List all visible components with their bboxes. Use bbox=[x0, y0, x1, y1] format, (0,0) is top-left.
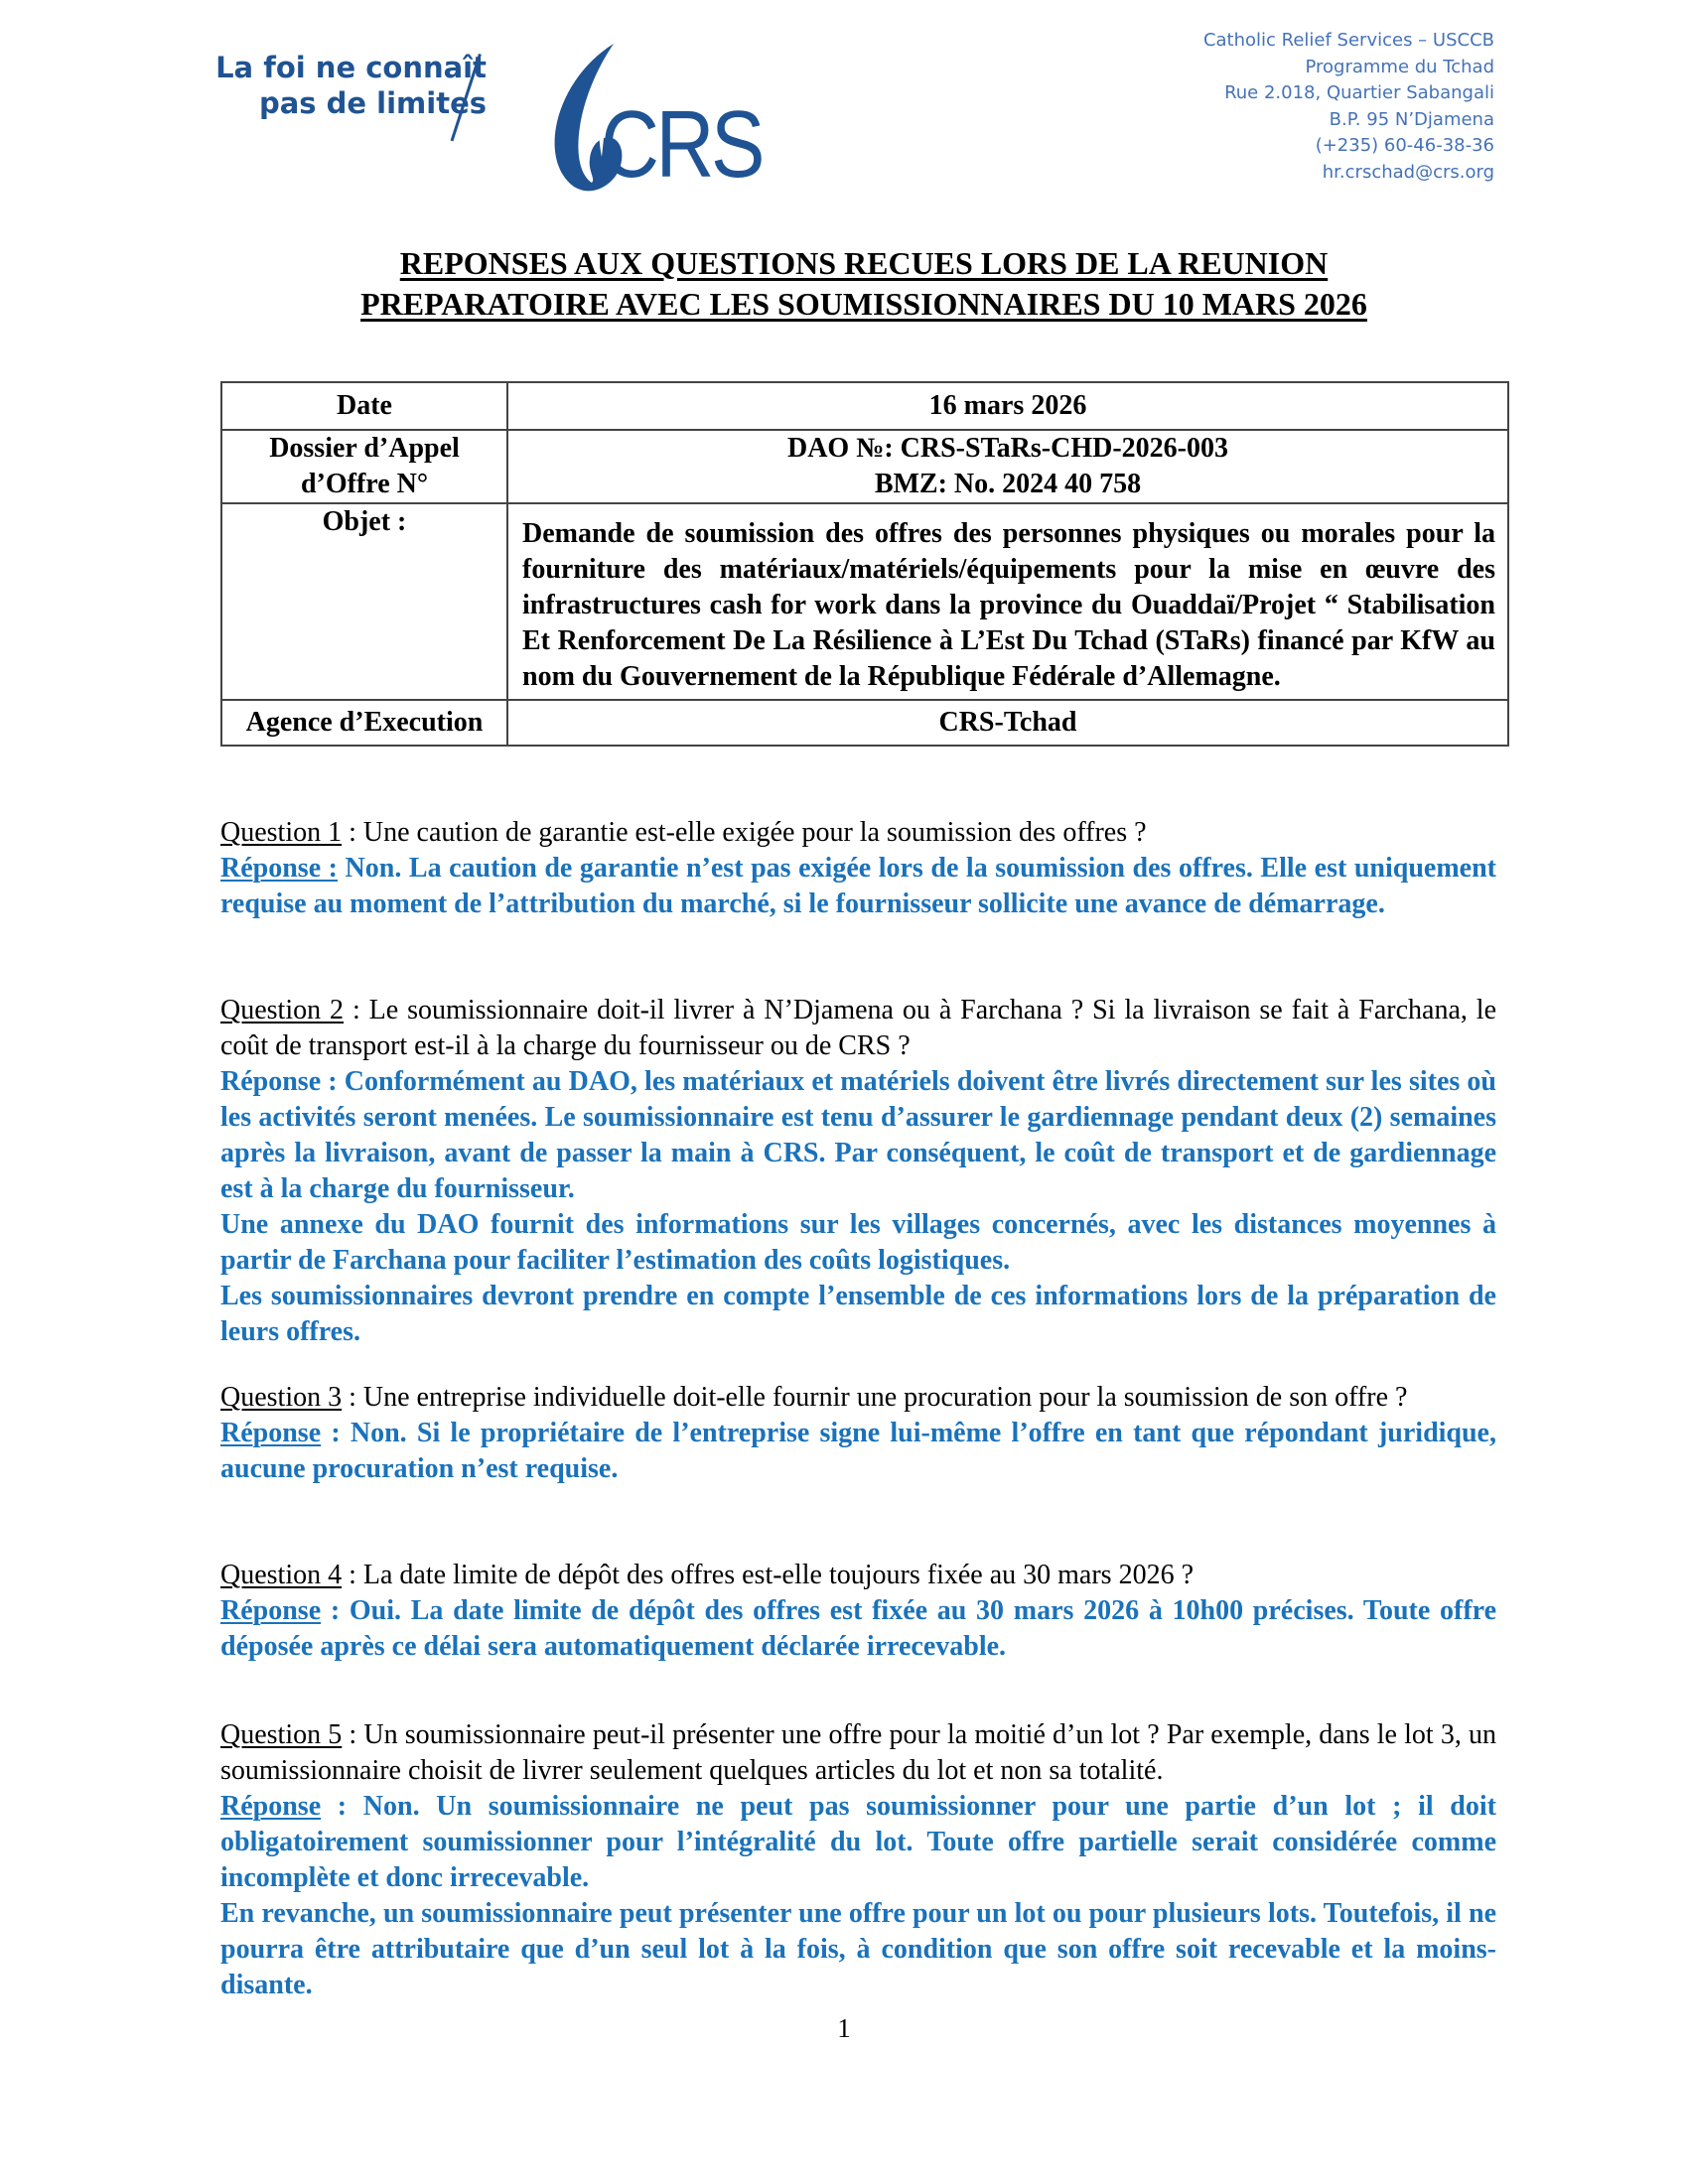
table-row-agence bbox=[221, 700, 1508, 746]
answer-text: : Oui. La date limite de dépôt des offres est fixée au 30 mars 2026 à 10h00 précises. Toute offre déposée après ce délai sera automatiquement déclarée irrecevable. bbox=[220, 1595, 1496, 1662]
office-address bbox=[1203, 28, 1494, 186]
address-email: hr.crschad@crs.org bbox=[1322, 161, 1494, 183]
question-4 bbox=[220, 1558, 1496, 1593]
answer-label: Réponse : bbox=[220, 853, 338, 884]
bmz-number: BMZ: No. 2024 40 758 bbox=[874, 469, 1142, 499]
logo-tagline bbox=[199, 50, 487, 121]
question-1 bbox=[220, 815, 1496, 851]
crs-logo-text: CRS bbox=[601, 91, 763, 198]
question-text: : Une caution de garantie est-elle exigée pour la soumission des offres ? bbox=[342, 817, 1147, 848]
dossier-label bbox=[221, 430, 507, 503]
tender-info-table bbox=[220, 381, 1509, 747]
answer-text: Non. La caution de garantie n’est pas exigée lors de la soumission des offres. Elle est uniquement requise au moment de l’attribution du marché, si le fournisseur sollicite une avance de démarrage. bbox=[220, 853, 1496, 919]
tagline-line-1: La foi ne connaît bbox=[215, 51, 487, 84]
answer-text: Conformément au DAO, les matériaux et matériels doivent être livrés directement sur les sites où les activités seront menées. Le soumissionnaire est tenu d’assurer le gardiennage pendant deux (2) semaines après la livraison, avant de passer la main à CRS. Par conséquent, le coût de transport et de gardiennage est à la charge du fournisseur. bbox=[220, 1066, 1497, 1204]
answer-text: : Non. Si le propriétaire de l’entreprise signe lui-même l’offre en tant que répondant juridique, aucune procuration n’est requise. bbox=[220, 1418, 1496, 1484]
answer-1 bbox=[220, 851, 1496, 922]
answer-4 bbox=[220, 1593, 1496, 1665]
agence-label: Agence d’Execution bbox=[221, 700, 507, 746]
agence-value: CRS-Tchad bbox=[507, 700, 1508, 746]
qa-block-3 bbox=[220, 1380, 1496, 1487]
objet-value: Demande de soumission des offres des personnes physiques ou morales pour la fourniture des matériaux/matériels/équipements pour la mise en œuvre des infrastructures cash for work dans la province du Ouaddaï/Projet “ Stabilisation Et Renforcement De La Résilience à L’Est Du Tchad (STaRs) financé par KfW au nom du Gouvernement de la République Fédérale d’Allemagne. bbox=[507, 503, 1508, 700]
title-line-1: REPONSES AUX QUESTIONS RECUES LORS DE LA REUNION bbox=[399, 245, 1329, 281]
question-label: Question 4 bbox=[220, 1560, 343, 1590]
date-label: Date bbox=[221, 382, 507, 430]
table-row-objet bbox=[221, 503, 1508, 700]
answer-5 bbox=[220, 1789, 1496, 2003]
table-row-date bbox=[221, 382, 1508, 430]
answer-paragraph: Les soumissionnaires devront prendre en compte l’ensemble de ces informations lors de la préparation de leurs offres. bbox=[220, 1281, 1496, 1347]
answer-3 bbox=[220, 1416, 1496, 1487]
answer-text: : Non. Un soumissionnaire ne peut pas soumissionner pour une partie d’un lot ; il doit obligatoirement soumissionner pour l’intégralité du lot. Toute offre partielle serait considérée comme incomplète et donc irrecevable. bbox=[220, 1791, 1496, 1893]
qa-block-4 bbox=[220, 1558, 1496, 1665]
question-label: Question 1 bbox=[220, 817, 343, 848]
answer-paragraph bbox=[220, 1064, 1496, 1207]
answer-paragraph bbox=[220, 1789, 1496, 1896]
tagline-line-2: pas de limites bbox=[258, 86, 487, 120]
answer-paragraph: En revanche, un soumissionnaire peut présenter une offre pour un lot ou pour plusieurs lots. Toutefois, il ne pourra être attributaire que d’un seul lot à la fois, à condition que son offre soit recevable et la moins-disante. bbox=[220, 1898, 1496, 2000]
address-line: Catholic Relief Services – USCCB bbox=[1202, 30, 1494, 51]
answer-label: Réponse bbox=[220, 1595, 322, 1626]
dossier-value bbox=[507, 430, 1508, 503]
question-label: Question 3 bbox=[220, 1382, 343, 1413]
qa-block-5 bbox=[220, 1717, 1496, 2003]
qa-block-2 bbox=[220, 993, 1496, 1350]
answer-label: Réponse bbox=[220, 1418, 322, 1448]
dossier-label-line-2: d’Offre N° bbox=[300, 469, 429, 499]
question-5 bbox=[220, 1717, 1496, 1789]
question-text: : Une entreprise individuelle doit-elle fournir une procuration pour la soumission de son offre ? bbox=[342, 1382, 1408, 1413]
qa-block-1 bbox=[220, 815, 1496, 922]
question-text: : Un soumissionnaire peut-il présenter une offre pour la moitié d’un lot ? Par exemple, dans le lot 3, un soumissionnaire choisit de livrer seulement quelques articles du lot et non sa totalité. bbox=[220, 1719, 1496, 1786]
objet-label: Objet : bbox=[221, 503, 507, 700]
question-2 bbox=[220, 993, 1496, 1064]
dossier-label-line-1: Dossier d’Appel bbox=[269, 433, 460, 464]
answer-label: Réponse : bbox=[220, 1066, 338, 1097]
title-line-2: PREPARATOIRE AVEC LES SOUMISSIONNAIRES DU 10 MARS 2026 bbox=[360, 286, 1367, 322]
address-phone: (+235) 60-46-38-36 bbox=[1315, 135, 1494, 156]
question-label: Question 2 bbox=[220, 995, 345, 1025]
answer-2 bbox=[220, 1064, 1496, 1350]
table-row-dossier bbox=[221, 430, 1508, 503]
address-line: Rue 2.018, Quartier Sabangali bbox=[1224, 82, 1494, 103]
answer-paragraph: Une annexe du DAO fournit des informations sur les villages concernés, avec les distances moyennes à partir de Farchana pour faciliter l’estimation des coûts logistiques. bbox=[220, 1209, 1496, 1276]
question-3 bbox=[220, 1380, 1496, 1416]
question-text: : La date limite de dépôt des offres est-elle toujours fixée au 30 mars 2026 ? bbox=[342, 1560, 1194, 1590]
answer-label: Réponse bbox=[220, 1791, 322, 1822]
dao-number: DAO №: CRS-STaRs-CHD-2026-003 bbox=[786, 433, 1228, 464]
question-text: : Le soumissionnaire doit-il livrer à N’Djamena ou à Farchana ? Si la livraison se fait à Farchana, le coût de transport est-il à la charge du fournisseur ou de CRS ? bbox=[220, 995, 1497, 1061]
date-value: 16 mars 2026 bbox=[507, 382, 1508, 430]
address-line: B.P. 95 N’Djamena bbox=[1329, 108, 1494, 130]
page-number: 1 bbox=[837, 2013, 851, 2043]
address-line: Programme du Tchad bbox=[1305, 56, 1494, 77]
question-label: Question 5 bbox=[220, 1719, 343, 1750]
crs-logo-block bbox=[199, 40, 774, 199]
document-title bbox=[218, 243, 1509, 325]
